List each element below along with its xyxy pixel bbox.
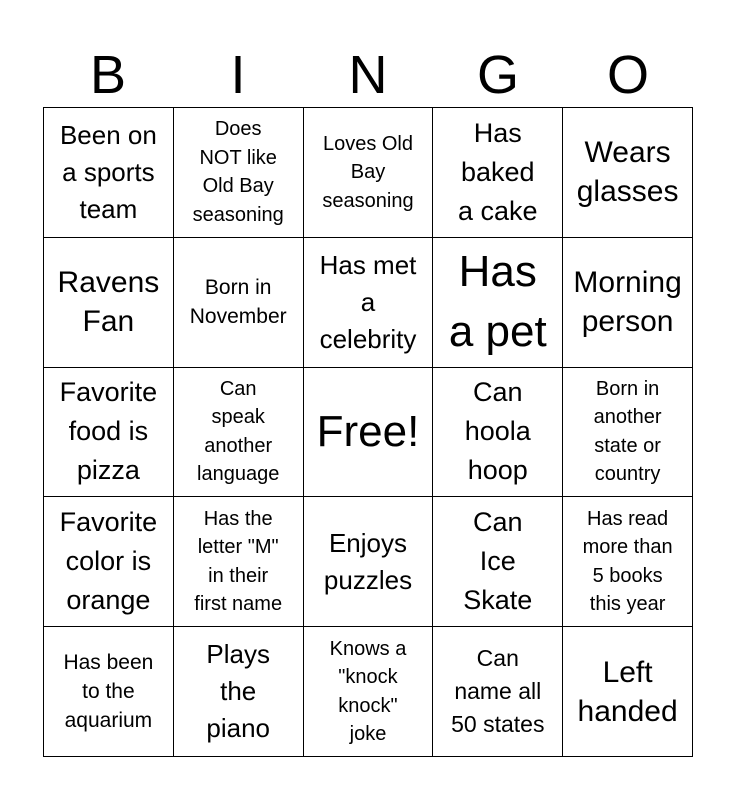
- bingo-square[interactable]: [174, 238, 304, 368]
- bingo-square-text: Enjoys puzzles: [323, 527, 413, 595]
- bingo-square-text: Can Ice Skate: [463, 507, 533, 616]
- bingo-square-text: Favorite color is orange: [59, 507, 158, 616]
- bingo-square-text: Can hoola hoop: [464, 377, 531, 486]
- bingo-square-text: Has read more than 5 books this year: [582, 507, 673, 616]
- bingo-square[interactable]: [304, 627, 434, 757]
- bingo-square-text: Plays the piano: [206, 639, 270, 744]
- bingo-square-text: Has a pet: [448, 247, 547, 357]
- bingo-square[interactable]: [563, 108, 693, 238]
- bingo-square[interactable]: [563, 497, 693, 627]
- bingo-square-text: Been on a sports team: [59, 119, 157, 224]
- bingo-square[interactable]: [433, 497, 563, 627]
- bingo-square-text: Wears glasses: [576, 136, 679, 209]
- bingo-square-text: Has the letter "M" in their first name: [194, 507, 283, 616]
- bingo-square-text: Has met a celebrity: [319, 249, 417, 354]
- bingo-square[interactable]: [433, 108, 563, 238]
- bingo-square[interactable]: [174, 497, 304, 627]
- header-letter-o: O: [606, 45, 649, 105]
- header-letter-b: B: [89, 45, 127, 105]
- bingo-square[interactable]: [563, 238, 693, 368]
- free-space-text: Free!: [316, 406, 420, 456]
- bingo-square-text: Knows a "knock knock" joke: [329, 637, 407, 746]
- bingo-header: [43, 42, 693, 108]
- bingo-card-grid: [43, 107, 693, 757]
- bingo-square-text: Loves Old Bay seasoning: [322, 132, 414, 212]
- bingo-square[interactable]: [563, 368, 693, 498]
- bingo-square[interactable]: [174, 108, 304, 238]
- bingo-square-text: Has baked a cake: [458, 117, 538, 226]
- bingo-square-text: Has been to the aquarium: [63, 651, 154, 733]
- bingo-square-text: Can speak another language: [197, 377, 280, 486]
- bingo-square[interactable]: [304, 238, 434, 368]
- bingo-square-text: Born in another state or country: [593, 377, 662, 486]
- free-space[interactable]: [304, 368, 434, 498]
- bingo-square-text: Left handed: [577, 655, 678, 728]
- bingo-square[interactable]: [174, 368, 304, 498]
- bingo-square[interactable]: [44, 497, 174, 627]
- bingo-square-text: Morning person: [573, 266, 682, 339]
- bingo-square-text: Ravens Fan: [57, 266, 160, 339]
- bingo-square-text: Favorite food is pizza: [59, 377, 158, 486]
- bingo-square-text: Does NOT like Old Bay seasoning: [192, 118, 284, 226]
- header-letter-i: I: [230, 45, 246, 105]
- bingo-square[interactable]: [304, 108, 434, 238]
- bingo-square-text: Can name all 50 states: [451, 645, 545, 738]
- bingo-square[interactable]: [304, 497, 434, 627]
- header-letter-n: N: [348, 45, 388, 105]
- bingo-square-text: Born in November: [189, 276, 287, 329]
- bingo-square[interactable]: [433, 238, 563, 368]
- bingo-square[interactable]: [174, 627, 304, 757]
- bingo-square[interactable]: [433, 627, 563, 757]
- bingo-square[interactable]: [433, 368, 563, 498]
- bingo-square[interactable]: [44, 108, 174, 238]
- header-letter-g: G: [476, 45, 519, 105]
- bingo-square[interactable]: [44, 627, 174, 757]
- bingo-square[interactable]: [44, 238, 174, 368]
- bingo-square[interactable]: [44, 368, 174, 498]
- bingo-square[interactable]: [563, 627, 693, 757]
